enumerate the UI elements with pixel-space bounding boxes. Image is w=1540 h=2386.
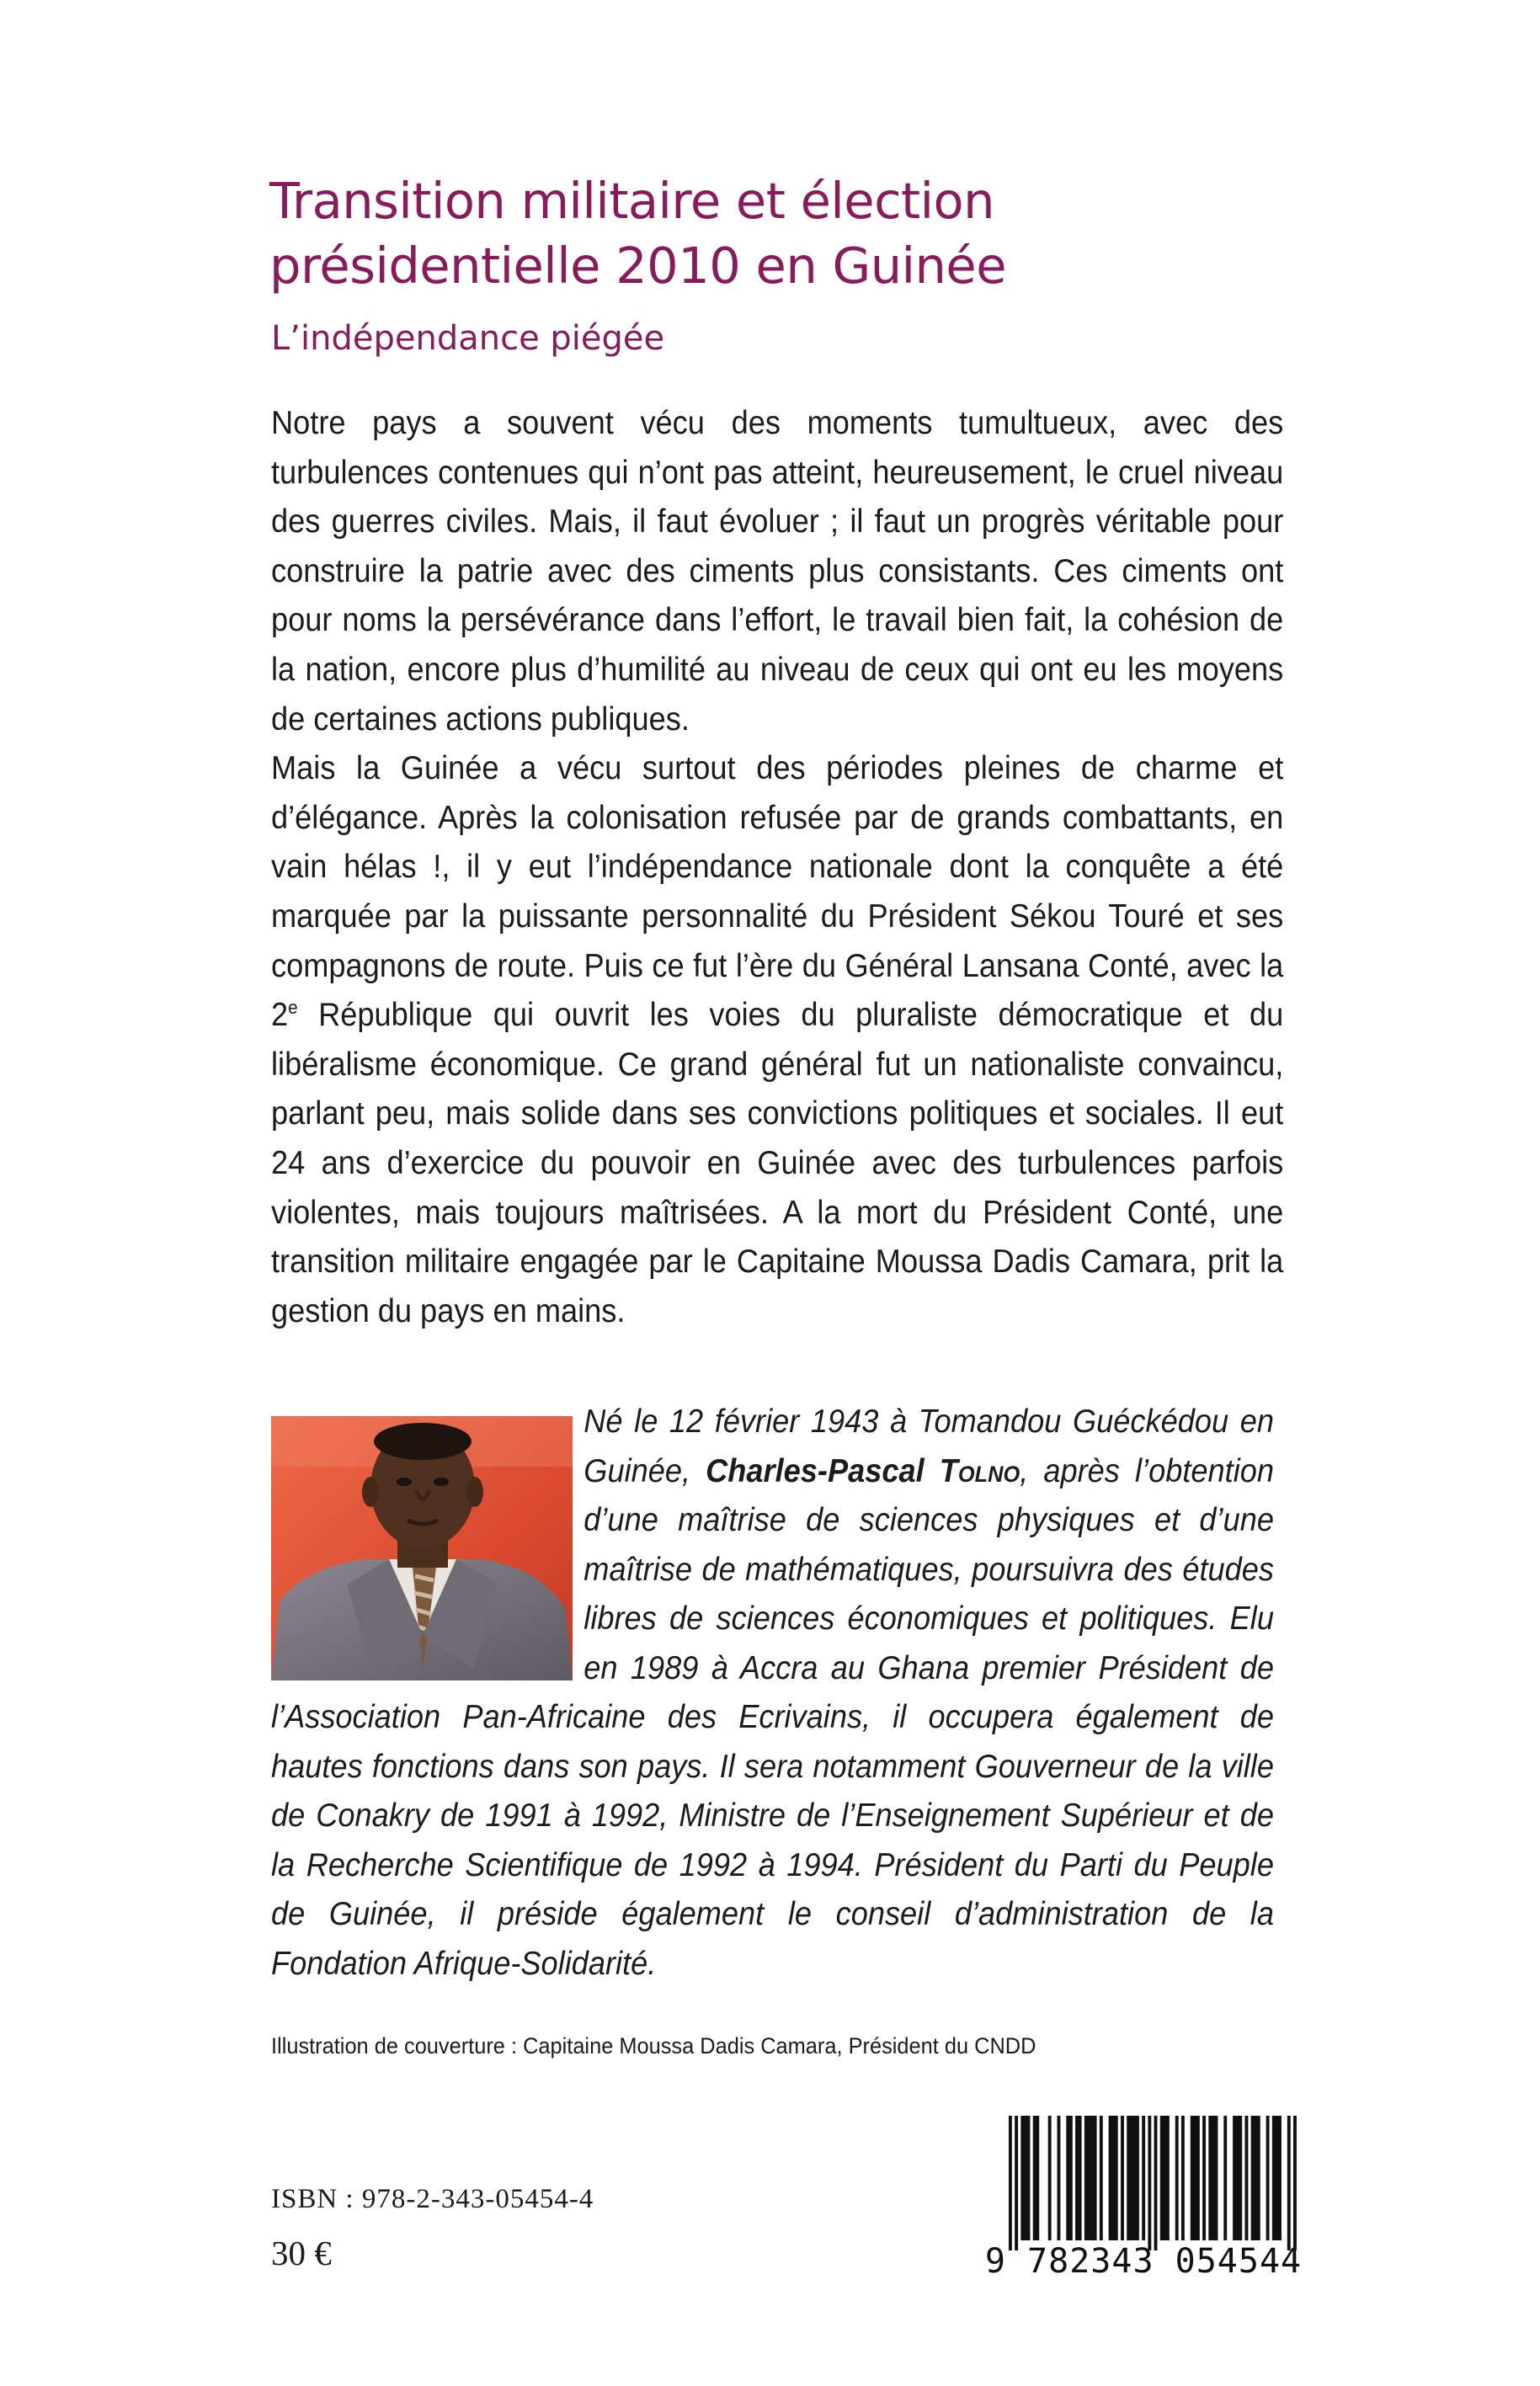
barcode-bar [1251, 2116, 1255, 2240]
barcode-bar [1075, 2116, 1079, 2240]
barcode-bar [1058, 2116, 1061, 2240]
barcode-bar [1166, 2116, 1170, 2240]
barcode [978, 2116, 1308, 2282]
back-cover-blurb [271, 399, 1283, 1336]
barcode-bar [1142, 2116, 1145, 2240]
barcode-bar [1066, 2116, 1069, 2240]
barcode-bar [1027, 2116, 1031, 2240]
barcode-bar [1094, 2116, 1097, 2240]
barcode-bar [1009, 2116, 1012, 2250]
barcode-bar [1193, 2116, 1196, 2240]
barcode-bar [1069, 2116, 1073, 2240]
barcode-bar [1266, 2116, 1270, 2240]
barcode-bar [1254, 2116, 1257, 2240]
barcode-bar [1175, 2116, 1179, 2240]
blurb-paragraph-2-end: République qui ouvrit les voies du pluraliste démocratique et du libéralisme économique. Ce grand général fut un nationaliste convaincu, parlant peu, mais solide dans ses convictions politiques et sociales. Il eut 24 ans d’exercice du pouvoir en Guinée avec des turbulences parfois violentes, mais toujours maîtrisées. A la mort du Président Conté, une transition militaire engagée par le Capitaine Moussa Dadis Camara, prit la gestion du pays en mains. [271, 997, 1284, 1329]
barcode-bar [1191, 2116, 1194, 2240]
barcode-digits: 9 782343 054544 [984, 2242, 1303, 2281]
barcode-bar [1127, 2116, 1130, 2240]
barcode-bar [1181, 2116, 1185, 2240]
book-title [269, 168, 1364, 298]
author-name [706, 1453, 1020, 1489]
barcode-bar [1132, 2116, 1136, 2240]
barcode-bar [1109, 2116, 1112, 2240]
barcode-bar [1015, 2116, 1018, 2250]
barcode-bar [1024, 2116, 1027, 2240]
barcode-bar [1148, 2116, 1151, 2250]
bio-intro: Né le 12 février 1943 à Tomandou Guéckédou en Guinée, [583, 1403, 1274, 1489]
barcode-bar [1275, 2116, 1278, 2240]
barcode-bar [1090, 2116, 1094, 2240]
barcode-bar [1036, 2116, 1039, 2240]
barcode-bar [1130, 2116, 1133, 2240]
barcode-bar [1278, 2116, 1282, 2240]
barcode-bar [1033, 2116, 1036, 2240]
blurb-paragraph-2-start: Mais la Guinée a vécu surtout des périodes pleines de charme et d’élégance. Après la colonisation refusée par de grands combattants, en vain hélas !, il y eut l’indépendance nationale dont la conquête a été marquée par la puissante personnalité du Président Sékou Touré et ses compagnons de route. Puis ce fut l’ère du Général Lansana Conté, avec la 2 [271, 750, 1284, 1034]
barcode-bar [1239, 2116, 1242, 2240]
cover-illustration-credit: Illustration de couverture : Capitaine Moussa Dadis Camara, Président du CNDD [271, 2033, 1036, 2058]
book-title-line-1: Transition militaire et élection [269, 172, 995, 230]
barcode-bar [1293, 2116, 1297, 2250]
book-subtitle: L’indépendance piégée [271, 319, 665, 358]
barcode-bar [1208, 2116, 1212, 2240]
bio-rest: , après l’obtention d’une maîtrise de sciences physiques et d’une maîtrise de mathématiques, poursuivra des études libres de sciences économiques et politiques. Elu en 1989 à Accra au Ghana premier Président de l’Association Pan-Africaine des Ecrivains, il occupera également de hautes fonctions dans son pays. Il sera notamment Gouverneur de la ville de Conakry de 1991 à 1992, Ministre de l’Enseignement Supérieur et de la Recherche Scientifique de 1992 à 1994. Président du Parti du Peuple de Guinée, il préside également le conseil d’administration de la Fondation Afrique-Solidarité. [271, 1452, 1274, 1982]
barcode-bar [1111, 2116, 1115, 2240]
barcode-bar [1223, 2116, 1227, 2240]
barcode-bar [1087, 2116, 1090, 2240]
barcode-bar [1121, 2116, 1124, 2240]
barcode-bar [1212, 2116, 1215, 2240]
ordinal-superscript: e [288, 997, 298, 1019]
barcode-bar [1202, 2116, 1206, 2240]
blurb-paragraph-1: Notre pays a souvent vécu des moments tumultueux, avec des turbulences contenues qui n’ont pas atteint, heureusement, le cruel niveau des guerres civiles. Mais, il faut évoluer ; il faut un progrès véritable pour construire la patrie avec des ciments plus consistants. Ces ciments ont pour noms la persévérance dans l’effort, le travail bien fait, la cohésion de la nation, encore plus d’humilité au niveau de ceux qui ont eu les moyens de certaines actions publiques. [271, 405, 1284, 738]
book-title-line-2: présidentielle 2010 en Guinée [269, 237, 1006, 295]
barcode-bar [1215, 2116, 1218, 2240]
barcode-bar [1154, 2116, 1158, 2250]
blurb-paragraph-2 [271, 744, 1283, 1336]
barcode-bar [1287, 2116, 1291, 2250]
barcode-bars [978, 2116, 1308, 2250]
barcode-bar [1136, 2116, 1139, 2240]
author-biography [271, 1398, 1274, 1989]
price: 30 € [271, 2234, 332, 2272]
photo-wrap-space [271, 1398, 583, 1689]
barcode-bar [1163, 2116, 1166, 2240]
barcode-bar [1233, 2116, 1236, 2240]
barcode-bar [1244, 2116, 1248, 2240]
author-first-names: Charles-Pascal [706, 1452, 940, 1489]
barcode-bar [1079, 2116, 1082, 2240]
barcode-bar [1257, 2116, 1260, 2240]
barcode-bar [1196, 2116, 1200, 2240]
barcode-bar [1272, 2116, 1276, 2240]
barcode-bar [1084, 2116, 1088, 2240]
barcode-bar [1115, 2116, 1118, 2240]
barcode-bar [1160, 2116, 1164, 2240]
author-surname: Tolno [939, 1452, 1020, 1489]
barcode-bar [1100, 2116, 1103, 2240]
isbn: ISBN : 978-2-343-05454-4 [271, 2184, 594, 2214]
barcode-bar [1048, 2116, 1052, 2240]
barcode-bar [1020, 2116, 1024, 2240]
barcode-bar [1236, 2116, 1239, 2240]
